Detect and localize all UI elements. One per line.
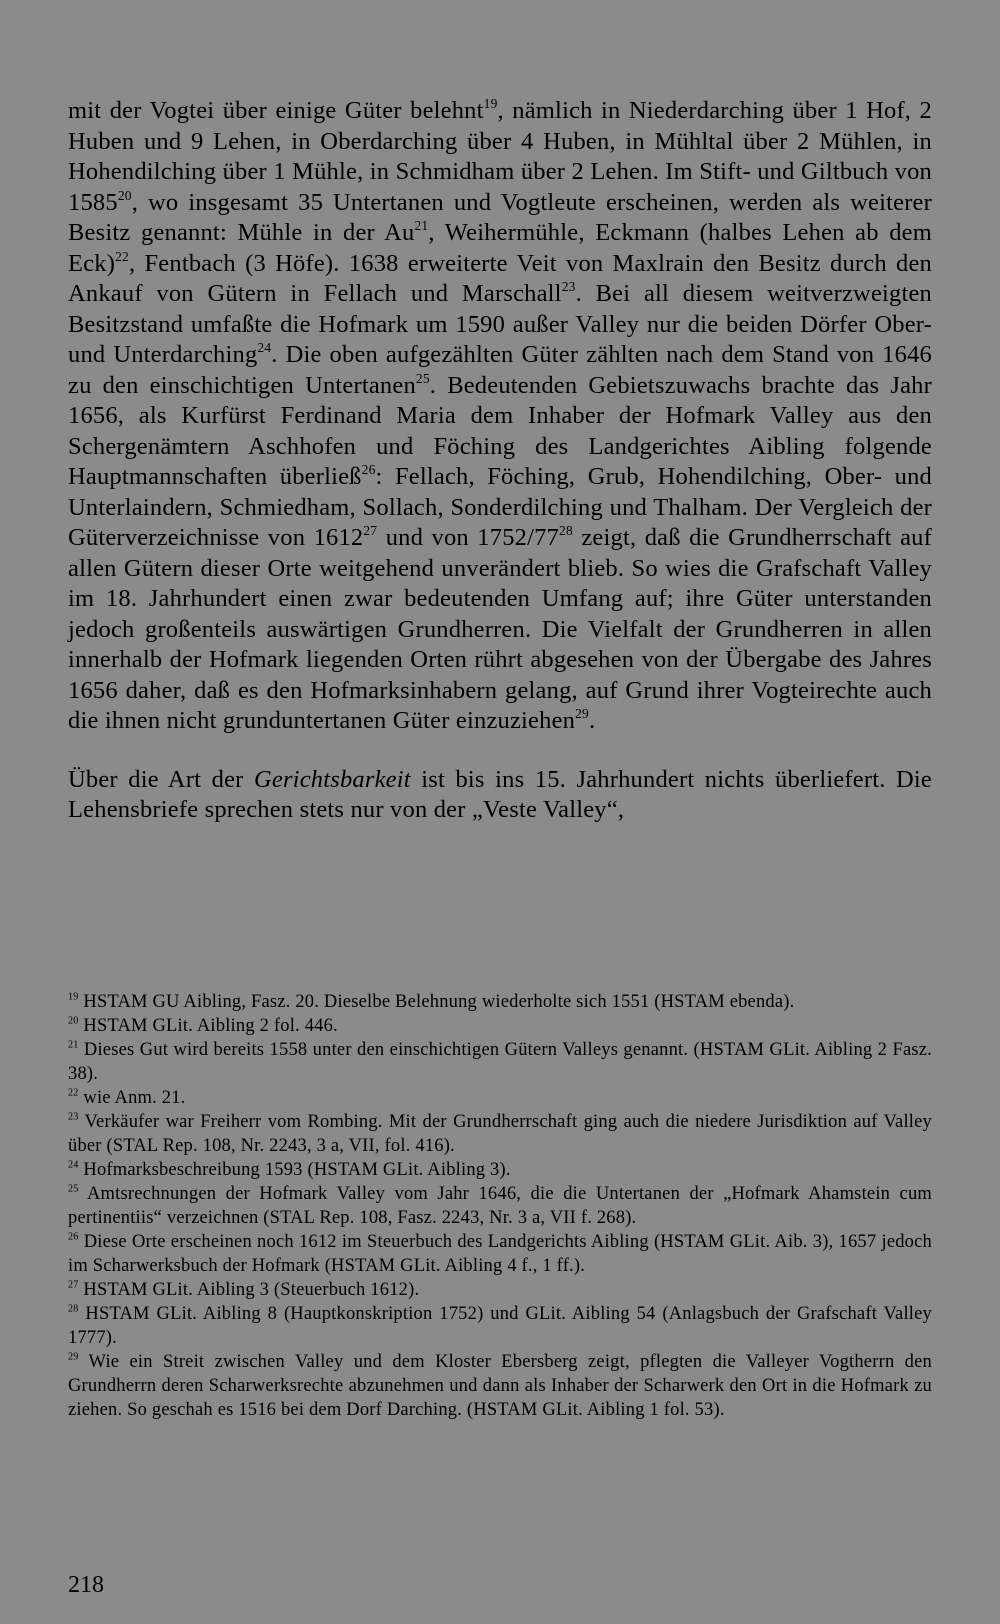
footnote-29 <box>68 1350 932 1422</box>
page-number: 218 <box>68 1572 104 1598</box>
footnote-20 <box>68 1014 932 1038</box>
footnote-number: 25 <box>68 1183 79 1195</box>
footnote-text: Amtsrechnungen der Hofmark Valley vom Jahr 1646, die die Untertanen der „Hofmark Ahamstein cum pertinentiis“ verzeichnen (STAL Rep. 108, Fasz. 2243, Nr. 3 a, VII f. 268). <box>68 1184 932 1228</box>
footnote-ref[interactable]: 23 <box>561 278 576 294</box>
footnote-ref[interactable]: 27 <box>363 522 378 538</box>
footnote-22 <box>68 1086 932 1110</box>
footnote-number: 21 <box>68 1039 79 1051</box>
text-run: , Fentbach (3 Höfe). 1638 erweiterte Veit von Maxlrain den Besitz durch den Ankauf von Gütern in Fellach und Marschall <box>68 249 932 307</box>
footnote-number: 20 <box>68 1015 79 1027</box>
footnote-number: 29 <box>68 1351 79 1363</box>
footnote-27 <box>68 1278 932 1302</box>
text-run: mit der Vogtei über einige Güter belehnt <box>68 97 484 124</box>
paragraph-2 <box>68 765 932 826</box>
text-run: . Bedeutenden Gebietszuwachs brachte das Jahr 1656, als Kurfürst Ferdinand Maria dem Inhaber der Hofmark Valley aus den Schergenämtern Aschhofen und Föching des Landgerichtes Aibling folgende Hauptmannschaften überließ <box>68 371 932 490</box>
text-run: , Weihermühle, Eckmann (halbes Lehen ab dem Eck) <box>68 219 932 277</box>
emphasis: Gerichtsbarkeit <box>253 765 411 793</box>
footnote-ref[interactable]: 24 <box>257 339 272 355</box>
footnote-number: 27 <box>68 1279 79 1291</box>
footnote-ref[interactable]: 28 <box>559 522 573 538</box>
paragraph-1 <box>68 96 932 737</box>
main-text <box>68 96 932 826</box>
footnote-text: HSTAM GLit. Aibling 8 (Hauptkonskription 1752) und GLit. Aibling 54 (Anlagsbuch der Grafschaft Valley 1777). <box>68 1304 932 1348</box>
footnote-23 <box>68 1110 932 1158</box>
footnote-ref[interactable]: 19 <box>483 95 498 111</box>
footnote-ref[interactable]: 21 <box>414 217 429 233</box>
footnote-28 <box>68 1302 932 1350</box>
footnote-25 <box>68 1182 932 1230</box>
footnote-ref[interactable]: 20 <box>117 187 132 203</box>
footnote-text: HSTAM GLit. Aibling 3 (Steuerbuch 1612). <box>83 1280 420 1300</box>
footnote-text: Verkäufer war Freiherr vom Rombing. Mit der Grundherrschaft ging auch die niedere Jurisdiktion auf Valley über (STAL Rep. 108, Nr. 2243, 3 a, VII, fol. 416). <box>68 1112 933 1156</box>
footnote-ref[interactable]: 25 <box>415 370 430 386</box>
text-run: , wo insgesamt 35 Untertanen und Vogtleute erscheinen, werden als weiterer Besitz genannt: Mühle in der Au <box>68 188 932 246</box>
text-run: . Die oben aufgezählten Güter zählten nach dem Stand von 1646 zu den einschichtigen Untertanen <box>68 341 932 399</box>
footnote-text: HSTAM GLit. Aibling 2 fol. 446. <box>83 1016 338 1036</box>
text-run: : Fellach, Föching, Grub, Hohendilching, Ober- und Unterlaindern, Schmiedham, Sollach, Sonderdilching und Thalham. Der Vergleich der Güterverzeichnisse von 1612 <box>68 463 932 551</box>
text-run: . <box>588 707 596 734</box>
text-run: zeigt, daß die Grundherrschaft auf allen Gütern dieser Orte weitgehend unverändert blieb. So wies die Grafschaft Valley im 18. Jahrhundert einen zwar bedeutenden Umfang auf; ihre Güter unterstanden jedoch großenteils auswärtigen Grundherren. Die Vielfalt der Grundherren in allen innerhalb der Hofmark liegenden Orten rührt abgesehen von der Übergabe des Jahres 1656 daher, daß es den Hofmarksinhabern gelang, auf Grund ihrer Vogteirechte auch die ihnen nicht grunduntertanen Güter einzuziehen <box>68 524 932 734</box>
footnote-24 <box>68 1158 932 1182</box>
footnote-text: Hofmarksbeschreibung 1593 (HSTAM GLit. Aibling 3). <box>83 1160 511 1180</box>
text-run: und von 1752/77 <box>377 524 560 551</box>
footnote-number: 24 <box>68 1159 79 1171</box>
text-run: , nämlich in Niederdarching über 1 Hof, 2 Huben und 9 Lehen, in Oberdarching über 4 Huben, in Mühltal über 2 Mühlen, in Hohendilching über 1 Mühle, in Schmidham über 2 Lehen. Im Stift- und Giltbuch von 1585 <box>68 97 933 216</box>
footnote-text: wie Anm. 21. <box>83 1088 186 1108</box>
footnote-ref[interactable]: 26 <box>361 461 376 477</box>
text-run: . Bei all diesem weitverzweigten Besitzstand umfaßte die Hofmark um 1590 außer Valley nur die beiden Dörfer Ober- und Unterdarching <box>68 280 933 368</box>
footnote-21 <box>68 1038 932 1086</box>
footnote-text: Dieses Gut wird bereits 1558 unter den einschichtigen Gütern Valleys genannt. (HSTAM GLit. Aibling 2 Fasz. 38). <box>68 1040 932 1084</box>
footnote-26 <box>68 1230 932 1278</box>
footnote-ref[interactable]: 22 <box>115 248 129 264</box>
footnote-text: Diese Orte erscheinen noch 1612 im Steuerbuch des Landgerichts Aibling (HSTAM GLit. Aib. 3), 1657 jedoch im Scharwerksbuch der Hofmark (HSTAM GLit. Aibling 4 f., 1 ff.). <box>68 1232 932 1276</box>
footnote-number: 26 <box>68 1231 79 1243</box>
footnote-19 <box>68 990 932 1014</box>
text-run: Über die Art der <box>68 765 254 793</box>
footnote-number: 22 <box>68 1087 79 1099</box>
footnote-ref[interactable]: 29 <box>575 705 589 721</box>
footnote-text: Wie ein Streit zwischen Valley und dem Kloster Ebersberg zeigt, pflegten die Valleyer Vogtherrn den Grundherrn deren Scharwerksrechte abzunehmen und dann als Inhaber der Scharwerk den Ort in die Hofmark zu ziehen. So geschah es 1516 bei dem Dorf Darching. (HSTAM GLit. Aibling 1 fol. 53). <box>68 1352 932 1420</box>
footnote-number: 19 <box>68 991 79 1003</box>
footnote-number: 28 <box>68 1303 79 1315</box>
footnote-text: HSTAM GU Aibling, Fasz. 20. Dieselbe Belehnung wiederholte sich 1551 (HSTAM ebenda). <box>83 992 795 1012</box>
footnote-number: 23 <box>68 1111 79 1123</box>
text-run: ist bis ins 15. Jahrhundert nichts überliefert. Die Lehensbriefe sprechen stets nur von der „Veste Valley“, <box>68 765 932 823</box>
footnotes <box>68 990 932 1422</box>
